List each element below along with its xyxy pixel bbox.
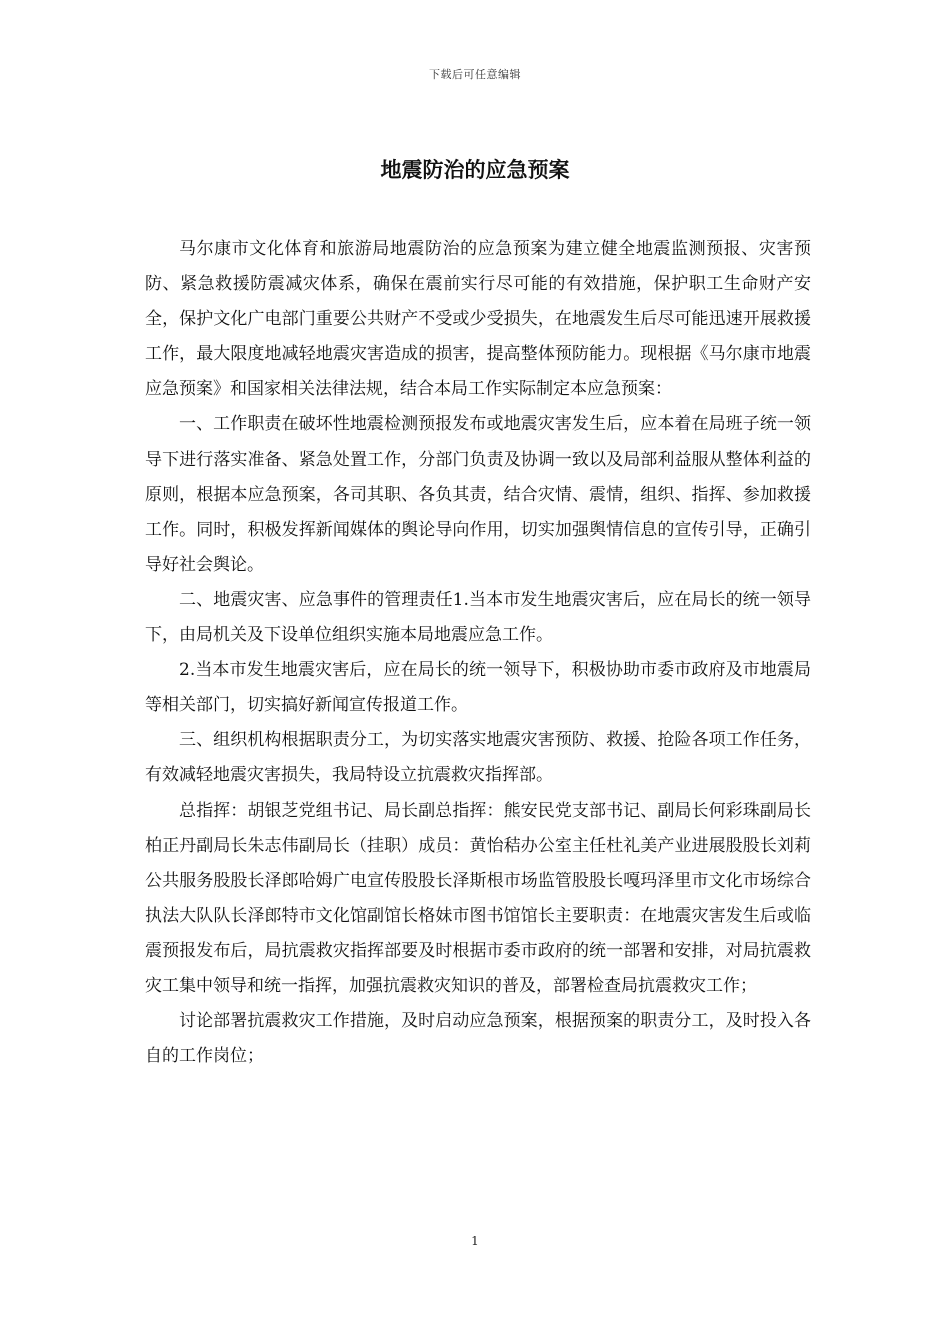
- page-header: 下载后可任意编辑: [429, 68, 521, 81]
- paragraph-command-members: 总指挥：胡银芝党组书记、局长副总指挥：熊安民党支部书记、副局长何彩珠副局长柏正丹副局长朱志伟副局长（挂职）成员：黄怡秸办公室主任杜礼美产业进展股股长刘莉公共服务股股长泽郎哈姆广电宣传股股长泽斯根市场监管股股长嘎玛泽里市文化市场综合执法大队队长泽郎特市文化馆副馆长格妹市图书馆馆长主要职责：在地震灾害发生后或临震预报发布后，局抗震救灾指挥部要及时根据市委市政府的统一部署和安排，对局抗震救灾工集中领导和统一指挥，加强抗震救灾知识的普及，部署检查局抗震救灾工作；: [145, 800, 811, 996]
- paragraph-deployment: 讨论部署抗震救灾工作措施，及时启动应急预案，根据预案的职责分工，及时投入各自的工作岗位；: [145, 1011, 811, 1067]
- paragraph-management: 二、地震灾害、应急事件的管理责任1.当本市发生地震灾害后，应在局长的统一领导下，由局机关及下设单位组织实施本局地震应急工作。: [145, 589, 811, 646]
- page-number: 1: [471, 1234, 479, 1248]
- paragraph-management-2: 2.当本市发生地震灾害后，应在局长的统一领导下，积极协助市委市政府及市地震局等相关部门，切实搞好新闻宣传报道工作。: [145, 660, 811, 716]
- paragraph-intro: 马尔康市文化体育和旅游局地震防治的应急预案为建立健全地震监测预报、灾害预防、紧急救援防震减灾体系，确保在震前实行尽可能的有效措施，保护职工生命财产安全，保护文化广电部门重要公共财产不受或少受损失，在地震发生后尽可能迅速开展救援工作，最大限度地减轻地震灾害造成的损害，提高整体预防能力。现根据《马尔康市地震应急预案》和国家相关法律法规，结合本局工作实际制定本应急预案：: [145, 239, 811, 400]
- document-title: 地震防治的应急预案: [380, 158, 570, 182]
- document-body: [145, 232, 811, 1074]
- paragraph-organization: 三、组织机构根据职责分工，为切实落实地震灾害预防、救援、抢险各项工作任务，有效减轻地震灾害损失，我局特设立抗震救灾指挥部。: [145, 730, 811, 786]
- paragraph-responsibilities: 一、工作职责在破坏性地震检测预报发布或地震灾害发生后，应本着在局班子统一领导下进行落实准备、紧急处置工作，分部门负责及协调一致以及局部利益服从整体利益的原则，根据本应急预案，各司其职、各负其责，结合灾情、震情，组织、指挥、参加救援工作。同时，积极发挥新闻媒体的舆论导向作用，切实加强舆情信息的宣传引导，正确引导好社会舆论。: [145, 414, 811, 575]
